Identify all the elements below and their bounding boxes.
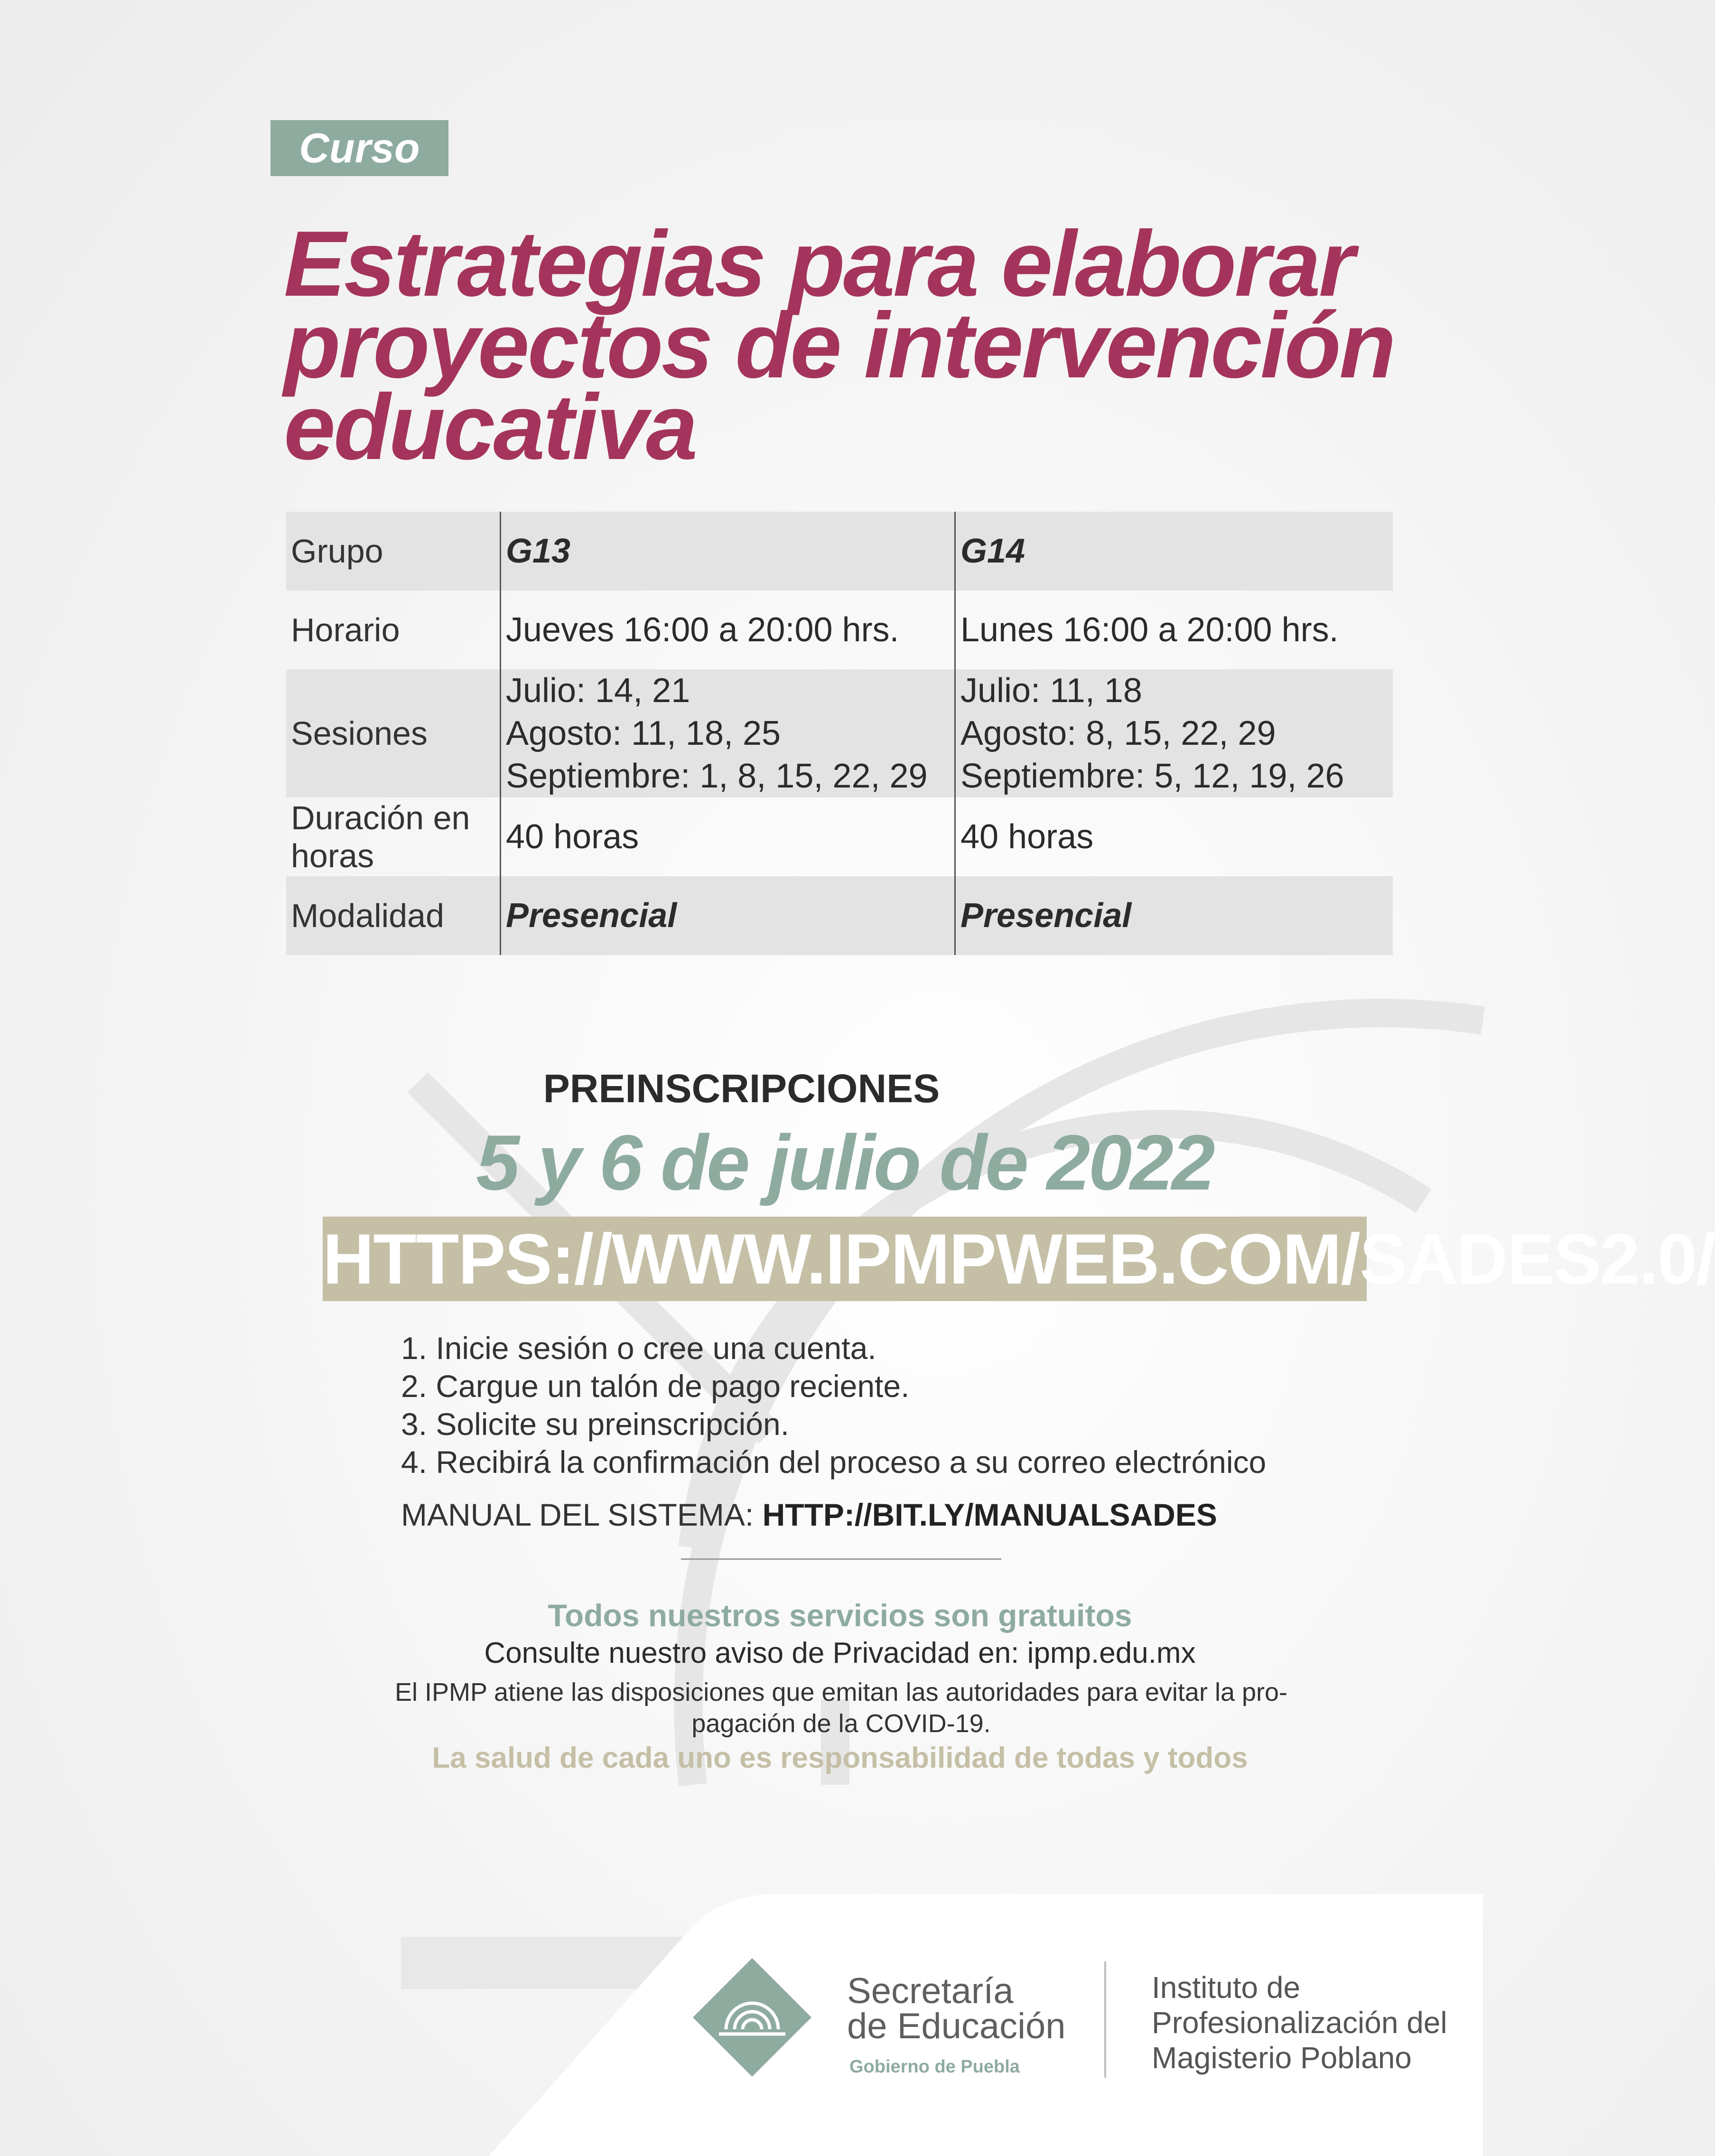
manual-line xyxy=(401,1497,1217,1533)
title-line-3: educativa xyxy=(284,375,696,479)
session-line: Julio: 14, 21 xyxy=(506,672,690,710)
table-row-duracion xyxy=(286,797,1393,876)
list-item: 3. Solicite su preinscripción. xyxy=(401,1406,790,1442)
secretaria-logo-icon xyxy=(693,1958,811,2077)
table-row-modalidad xyxy=(286,876,1393,955)
instituto-name xyxy=(1152,1970,1447,2075)
cell-g14-horario: Lunes 16:00 a 20:00 hrs. xyxy=(955,591,1393,669)
cell-g14-sesiones xyxy=(955,669,1393,797)
gobierno-label: Gobierno de Puebla xyxy=(849,2057,1020,2077)
session-line: Agosto: 11, 18, 25 xyxy=(506,714,781,752)
health-note: La salud de cada uno es responsabilidad de todas y todos xyxy=(432,1742,1248,1774)
preinscripciones-label: PREINSCRIPCIONES xyxy=(543,1066,940,1111)
covid-line-1: El IPMP atiene las disposiciones que emitan las autoridades para evitar la pro- xyxy=(394,1678,1288,1706)
row-label: Sesiones xyxy=(286,669,501,797)
list-item: 2. Cargue un talón de pago reciente. xyxy=(401,1369,910,1404)
instituto-line-2: Profesionalización del xyxy=(1152,2006,1447,2040)
session-line: Julio: 11, 18 xyxy=(960,672,1142,710)
cell-g14-modalidad: Presencial xyxy=(955,876,1393,955)
course-title xyxy=(284,212,1423,479)
cell-g13-modalidad: Presencial xyxy=(501,876,955,955)
secretaria-line-1: Secretaría xyxy=(847,1971,1014,2011)
cell-g14-grupo: G14 xyxy=(955,512,1393,591)
secretaria-name xyxy=(847,1971,1066,2046)
cell-g13-duracion: 40 horas xyxy=(501,797,955,876)
session-line: Septiembre: 5, 12, 19, 26 xyxy=(960,757,1344,795)
preinscripciones-date: 5 y 6 de julio de 2022 xyxy=(476,1119,1213,1206)
cell-g13-sesiones xyxy=(501,669,955,797)
privacy-note: Consulte nuestro aviso de Privacidad en: ipmp.edu.mx xyxy=(484,1637,1196,1669)
instituto-line-1: Instituto de xyxy=(1152,1970,1301,2005)
cell-g13-horario: Jueves 16:00 a 20:00 hrs. xyxy=(501,591,955,669)
table-row-sesiones xyxy=(286,669,1393,797)
covid-note xyxy=(380,1677,1303,1739)
list-item: 4. Recibirá la confirmación del proceso a su correo electrónico xyxy=(401,1444,1267,1480)
manual-url-link[interactable]: HTTP://BIT.LY/MANUALSADES xyxy=(762,1497,1217,1532)
cell-g13-grupo: G13 xyxy=(501,512,955,591)
row-label: Horario xyxy=(291,611,400,648)
list-item: 1. Inicie sesión o cree una cuenta. xyxy=(401,1331,876,1366)
table-row-horario xyxy=(286,591,1393,669)
free-services-note: Todos nuestros servicios son gratuitos xyxy=(548,1598,1132,1633)
covid-line-2: pagación de la COVID-19. xyxy=(691,1709,991,1738)
table-row-grupo xyxy=(286,512,1393,591)
instituto-line-3: Magisterio Poblano xyxy=(1152,2041,1412,2075)
row-label: Modalidad xyxy=(286,876,501,955)
title-line-2: proyectos de intervención xyxy=(284,293,1394,397)
secretaria-line-2: de Educación xyxy=(847,2006,1066,2046)
divider xyxy=(681,1558,1001,1560)
session-line: Septiembre: 1, 8, 15, 22, 29 xyxy=(506,757,928,795)
cell-g14-duracion: 40 horas xyxy=(955,797,1393,876)
row-label: Duración en horas xyxy=(291,799,470,874)
course-badge: Curso xyxy=(270,120,448,176)
title-line-1: Estrategias para elaborar xyxy=(284,212,1353,316)
registration-url-link[interactable]: HTTPS://WWW.IPMPWEB.COM/SADES2.0/ xyxy=(323,1217,1367,1301)
steps-list xyxy=(401,1329,1350,1481)
row-label: Grupo xyxy=(286,512,501,591)
footer-divider xyxy=(1104,1961,1106,2078)
manual-label: MANUAL DEL SISTEMA: xyxy=(401,1497,763,1532)
session-line: Agosto: 8, 15, 22, 29 xyxy=(960,714,1276,752)
schedule-table xyxy=(286,512,1393,955)
